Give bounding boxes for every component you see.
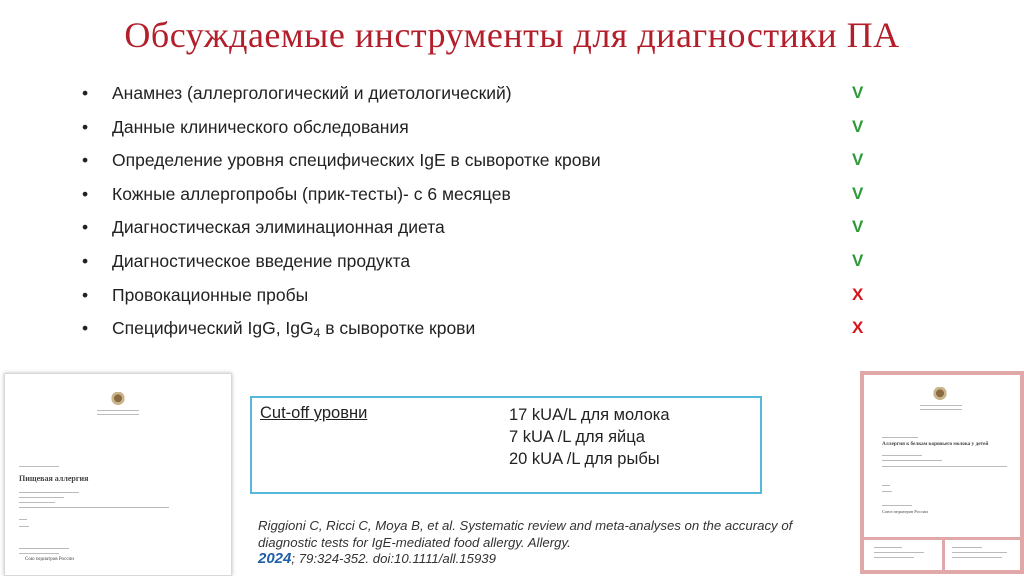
cutoff-values <box>509 404 670 470</box>
slide-title: Обсуждаемые инструменты для диагностики ПА <box>124 15 900 55</box>
cutoff-levels-box <box>250 396 762 494</box>
list-item <box>82 112 882 146</box>
list-item-text: Провокационные пробы <box>112 284 309 305</box>
cutoff-value-egg: 7 kUA /L для яйца <box>509 428 645 446</box>
coat-of-arms-icon <box>932 387 948 401</box>
check-mark: V <box>852 250 864 270</box>
cutoff-value-fish: 20 kUA /L для рыбы <box>509 450 660 468</box>
list-item-text: Специфический IgG, IgG$_4$ в сыворотке крови <box>112 318 476 341</box>
list-item <box>82 280 882 314</box>
list-item <box>82 145 882 179</box>
list-item-text: Определение уровня специфических IgE в сыворотке крови <box>112 150 601 171</box>
guideline-thumbnail-food-allergy <box>4 373 232 576</box>
check-mark: V <box>852 150 864 170</box>
cross-mark: X <box>852 318 864 338</box>
citation <box>258 518 798 568</box>
list-item <box>82 212 882 246</box>
bullet-icon: • <box>82 250 89 271</box>
guideline-thumbnail-cow-milk-allergy <box>860 371 1024 574</box>
bullet-icon: • <box>82 284 89 305</box>
bullet-icon: • <box>82 183 89 204</box>
check-mark: V <box>852 183 864 203</box>
list-item-text: Диагностическое введение продукта <box>112 250 411 271</box>
citation-year: 2024 <box>258 550 292 567</box>
thumbnail-title: Аллергия к белкам коровьего молока у детей <box>882 441 989 447</box>
thumbnail-footer: Сою педиатров России <box>25 557 74 562</box>
bullet-icon: • <box>82 116 89 137</box>
list-item <box>82 179 882 213</box>
check-mark: V <box>852 217 864 237</box>
check-mark: V <box>852 83 864 102</box>
subscript-4: 4 <box>313 326 321 341</box>
citation-rest: ; 79:324-352. doi:10.1111/all.15939 <box>291 551 496 566</box>
bullet-icon: • <box>82 150 89 171</box>
list-item-text: Анамнез (аллергологический и диетологический) <box>112 83 512 103</box>
thumbnail-title: Пищевая аллергия <box>19 474 89 483</box>
diagnostic-tools-list <box>82 78 882 347</box>
list-item <box>82 246 882 280</box>
bullet-icon: • <box>82 318 89 339</box>
list-item <box>82 78 882 112</box>
thumbnail-footer: Союз педиатров России <box>882 509 928 514</box>
list-item-text: Кожные аллергопробы (прик-тесты)- с 6 месяцев <box>112 183 511 204</box>
check-mark: V <box>852 116 864 136</box>
bullet-icon: • <box>82 83 89 103</box>
list-item-text: Данные клинического обследования <box>112 116 409 137</box>
list-item-text: Диагностическая элиминационная диета <box>112 217 445 238</box>
citation-text: Riggioni C, Ricci C, Moya B, et al. Systematic review and meta-analyses on the accuracy of diagnostic tests for IgE-mediated food allergy. Allergy. <box>258 518 793 550</box>
coat-of-arms-icon <box>110 392 126 406</box>
cross-mark: X <box>852 284 864 304</box>
bullet-icon: • <box>82 217 89 238</box>
cutoff-label: Cut-off уровни <box>260 404 368 422</box>
list-item <box>82 313 882 347</box>
cutoff-value-milk: 17 kUA/L для молока <box>509 406 670 424</box>
